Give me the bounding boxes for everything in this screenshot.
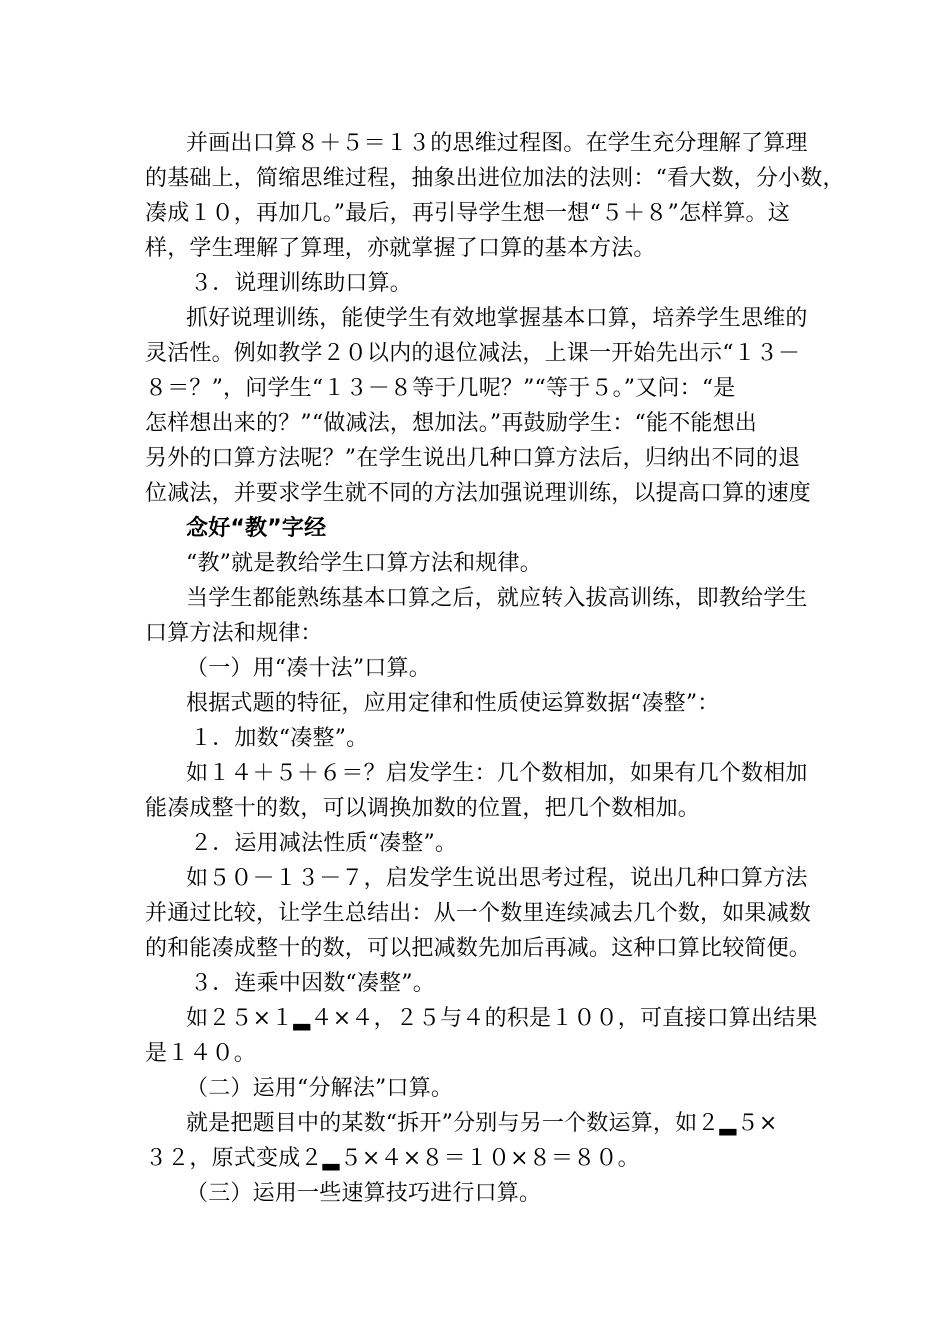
subsection-heading: （二）运用“分解法”口算。 <box>186 1076 454 1101</box>
text-line: 如１４＋５＋６＝？启发学生：几个数相加，如果有几个数相加 <box>186 761 808 786</box>
text-line: ３２，原式变成２▂５×４×８＝１０×８＝８０。 <box>145 1146 640 1171</box>
list-item-heading: ３．连乘中因数“凑整”。 <box>190 971 435 996</box>
list-item-heading: １．加数“凑整”。 <box>190 726 369 751</box>
text-line: 灵活性。例如教学２０以内的退位减法，上课一开始先出示“１３－ <box>145 341 801 366</box>
subsection-heading: （一）用“凑十法”口算。 <box>186 656 431 681</box>
section-heading: 念好“教”字经 <box>186 516 327 541</box>
text-line: 样，学生理解了算理，亦就掌握了口算的基本方法。 <box>145 236 656 261</box>
text-line: 位减法，并要求学生就不同的方法加强说理训练，以提高口算的速度 <box>145 481 812 506</box>
text-line: 能凑成整十的数，可以调换加数的位置，把几个数相加。 <box>145 796 701 821</box>
text-line: 口算方法和规律： <box>145 621 323 646</box>
text-line: “教”就是教给学生口算方法和规律。 <box>186 551 542 576</box>
text-line: 就是把题目中的某数“拆开”分别与另一个数运算，如２▂５× <box>186 1111 778 1136</box>
text-line: 抓好说理训练，能使学生有效地掌握基本口算，培养学生思维的 <box>186 306 808 331</box>
text-line: ８＝？”，问学生“１３－８等于几呢？”“等于５。”又问：“是 <box>145 376 736 401</box>
list-item-heading: ３．说理训练助口算。 <box>190 271 413 296</box>
text-line: 的基础上，简缩思维过程，抽象出进位加法的法则：“看大数，分小数， <box>145 166 845 191</box>
text-line: 并画出口算８＋５＝１３的思维过程图。在学生充分理解了算理 <box>186 131 808 156</box>
text-line: 怎样想出来的？”“做减法，想加法。”再鼓励学生：“能不能想出 <box>145 411 757 436</box>
list-item-heading: ２．运用减法性质“凑整”。 <box>190 831 458 856</box>
text-line: 是１４０。 <box>145 1041 257 1066</box>
text-line: 根据式题的特征，应用定律和性质使运算数据“凑整”： <box>186 691 720 716</box>
text-line: 另外的口算方法呢？”在学生说出几种口算方法后，归纳出不同的退 <box>145 446 801 471</box>
text-line: 凑成１０，再加几。”最后，再引导学生想一想“５＋８”怎样算。这 <box>145 201 790 226</box>
text-line: 如５０－１３－７，启发学生说出思考过程，说出几种口算方法 <box>186 866 808 891</box>
subsection-heading: （三）运用一些速算技巧进行口算。 <box>186 1181 542 1206</box>
text-line: 并通过比较，让学生总结出：从一个数里连续减去几个数，如果减数 <box>145 901 812 926</box>
text-line: 如２５×１▂４×４，２５与４的积是１００，可直接口算出结果 <box>186 1006 818 1031</box>
text-line: 当学生都能熟练基本口算之后，就应转入拔高训练，即教给学生 <box>186 586 808 611</box>
text-line: 的和能凑成整十的数，可以把减数先加后再减。这种口算比较简便。 <box>145 936 812 961</box>
